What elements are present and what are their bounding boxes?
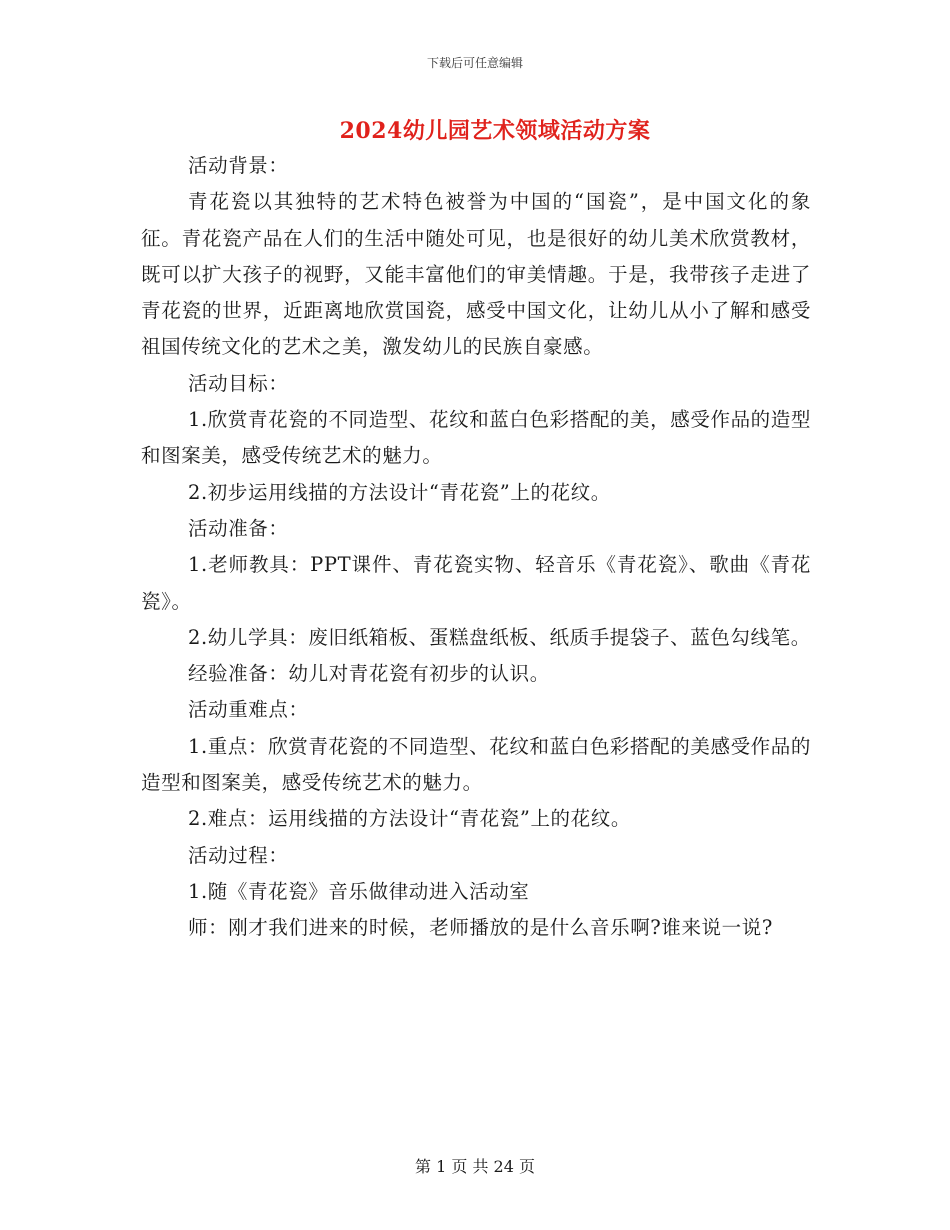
paragraph-background-heading: 活动背景：	[188, 154, 289, 177]
paragraph-background-text: 青花瓷以其独特的艺术特色被誉为中国的“国瓷”，是中国文化的象征。青花瓷产品在人们的生活中随处可见，也是很好的幼儿美术欣赏教材，既可以扩大孩子的视野，又能丰富他们的审美情趣。于是，我带孩子走进了青花瓷的世界，近距离地欣赏国瓷，感受中国文化，让幼儿从小了解和感受祖国传统文化的艺术之美，激发幼儿的民族自豪感。	[141, 190, 811, 359]
paragraph-process-heading: 活动过程：	[188, 843, 289, 867]
page-number: 第 1 页 共 24 页	[415, 1157, 535, 1176]
header-note: 下载后可任意编辑	[426, 56, 523, 70]
document-title: 2024幼儿园艺术领域活动方案	[339, 118, 651, 144]
paragraph-goal-1: 1.欣赏青花瓷的不同造型、花纹和蓝白色彩搭配的美，感受作品的造型和图案美，感受传统艺术的魅力。	[141, 408, 811, 468]
paragraph-preparation-2: 2.幼儿学具：废旧纸箱板、蛋糕盘纸板、纸质手提袋子、蓝色勾线笔。	[188, 625, 811, 649]
paragraph-keypoint-2: 2.难点：运用线描的方法设计“青花瓷”上的花纹。	[188, 807, 631, 831]
document-body	[141, 148, 811, 947]
paragraph-teacher-question: 师：刚才我们进来的时候，老师播放的是什么音乐啊?谁来说一说?	[188, 916, 773, 940]
paragraph-goal-2: 2.初步运用线描的方法设计“青花瓷”上的花纹。	[188, 480, 611, 504]
paragraph-keypoint-1: 1.重点：欣赏青花瓷的不同造型、花纹和蓝白色彩搭配的美感受作品的造型和图案美，感受传统艺术的魅力。	[141, 734, 811, 795]
paragraph-keypoints-heading: 活动重难点：	[188, 698, 309, 722]
paragraph-goals-heading: 活动目标：	[188, 371, 289, 395]
paragraph-preparation-heading: 活动准备：	[188, 516, 289, 540]
paragraph-process-1: 1.随《青花瓷》音乐做律动进入活动室	[188, 879, 530, 903]
paragraph-experience: 经验准备：幼儿对青花瓷有初步的认识。	[188, 662, 550, 686]
paragraph-preparation-1: 1.老师教具：PPT课件、青花瓷实物、轻音乐《青花瓷》、歌曲《青花瓷》。	[141, 553, 811, 613]
